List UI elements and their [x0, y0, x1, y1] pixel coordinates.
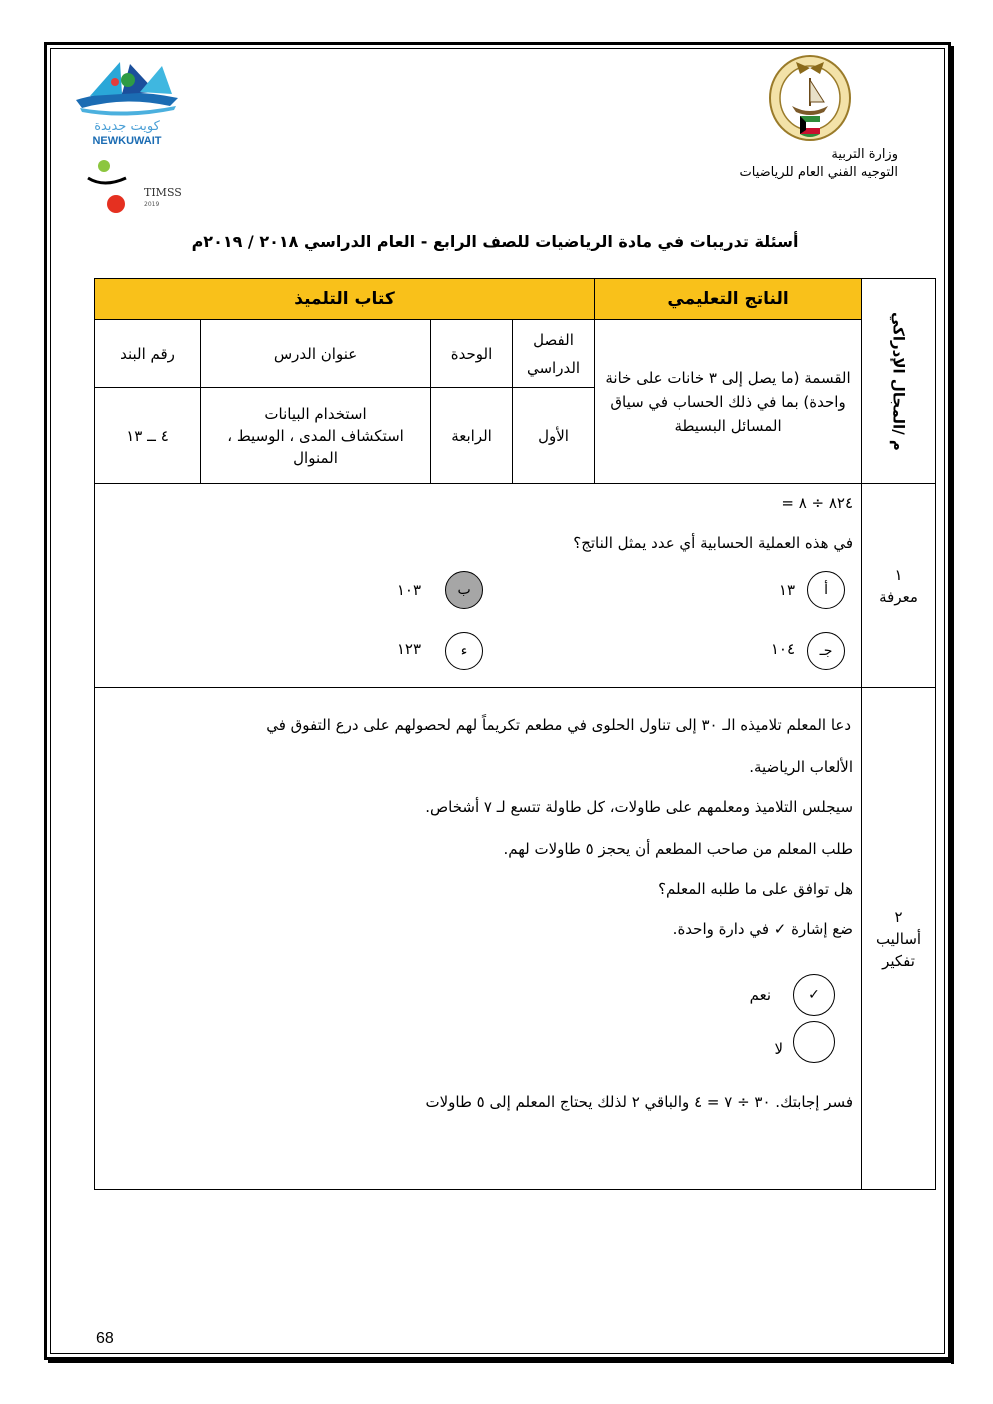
q2-domain [862, 688, 936, 1190]
unit-header: الوحدة [431, 320, 513, 388]
q1-option-c[interactable]: جـ [807, 632, 845, 670]
timss-year: 2019 [144, 201, 160, 208]
timss-logo [82, 158, 182, 216]
q1-option-d[interactable]: ء [445, 632, 483, 670]
page-title: أسئلة تدريبات في مادة الرياضيات للصف الرابع - العام الدراسي ٢٠١٨ / ٢٠١٩م [191, 232, 799, 251]
q2-yes-checkbox[interactable]: ✓ [793, 974, 835, 1016]
q2-line2: الألعاب الرياضية. [749, 758, 854, 776]
q2-line5: هل توافق على ما طلبه المعلم؟ [658, 880, 854, 898]
kuwait-emblem-icon [766, 54, 854, 146]
page-shadow-bottom [48, 1360, 954, 1363]
q1-option-d-value: ١٢٣ [396, 640, 422, 658]
q2-line6: ضع إشارة ✓ في دارة واحدة. [672, 920, 854, 938]
new-kuwait-logo [70, 56, 185, 151]
q2-body [95, 688, 862, 1190]
q2-no-label: لا [774, 1040, 784, 1058]
q1-expression: ٨٢٤ ÷ ٨ = [781, 494, 854, 512]
timss-label: TIMSS [144, 186, 182, 199]
outcome-header: الناتج التعليمي [595, 279, 862, 320]
department-name: التوجيه الفني العام للرياضيات [739, 165, 898, 180]
q1-option-a[interactable]: أ [807, 571, 845, 609]
q2-explanation: فسر إجابتك. ٣٠ ÷ ٧ = ٤ والباقي ٢ لذلك يحتاج المعلم إلى ٥ طاولات [425, 1093, 854, 1111]
semester-header: الفصل الدراسي [513, 320, 595, 388]
q1-option-b-value: ١٠٣ [396, 581, 422, 599]
outcome-text: القسمة (ما يصل إلى ٣ خانات على خانة واحدة) بما في ذلك الحساب في سياق المسائل البسيطة [595, 320, 862, 484]
domain-header-cell [862, 279, 936, 484]
q1-body [95, 484, 862, 688]
ministry-name: وزارة التربية [831, 147, 898, 162]
q1-option-a-value: ١٣ [778, 581, 796, 599]
q1-domain [862, 484, 936, 688]
q2-line1: دعا المعلم تلاميذه الـ ٣٠ إلى تناول الحلوى في مطعم تكريماً لهم لحصولهم على درع التفوق في [266, 716, 852, 734]
ministry-block [740, 146, 898, 182]
q2-number: ٢ [894, 907, 903, 926]
page-shadow-right [951, 46, 954, 1364]
q2-yes-label: نعم [749, 986, 772, 1004]
lesson-header: عنوان الدرس [201, 320, 431, 388]
q1-option-c-value: ١٠٤ [770, 640, 796, 658]
logo-arabic-text: كويت جديدة [94, 119, 160, 134]
book-header: كتاب التلميذ [95, 279, 595, 320]
q2-line3: سيجلس التلاميذ ومعلمهم على طاولات، كل طاولة تتسع لـ ٧ أشخاص. [425, 798, 854, 816]
unit-value: الرابعة [431, 388, 513, 484]
q2-domain-line1: أساليب [875, 929, 922, 948]
semester-value: الأول [513, 388, 595, 484]
q1-number: ١ [894, 565, 903, 584]
q2-domain-line2: تفكير [882, 951, 915, 970]
q2-no-checkbox[interactable] [793, 1021, 835, 1063]
q1-domain-label: معرفة [879, 587, 918, 606]
questions-table [94, 278, 936, 1190]
logo-english-text: NEWKUWAIT [92, 135, 162, 147]
item-header: رقم البند [95, 320, 201, 388]
q1-option-b-selected[interactable]: ب [445, 571, 483, 609]
q1-prompt: في هذه العملية الحسابية أي عدد يمثل الناتج؟ [573, 534, 854, 552]
page-number: 68 [96, 1330, 114, 1347]
lesson-value: استخدام البيانات استكشاف المدى ، الوسيط ، المنوال [201, 388, 431, 484]
item-number: ٤ ــ ١٣ [95, 388, 201, 484]
domain-header: م /المجال الإدراكي [889, 311, 908, 451]
q2-line4: طلب المعلم من صاحب المطعم أن يحجز ٥ طاولات لهم. [503, 840, 854, 858]
